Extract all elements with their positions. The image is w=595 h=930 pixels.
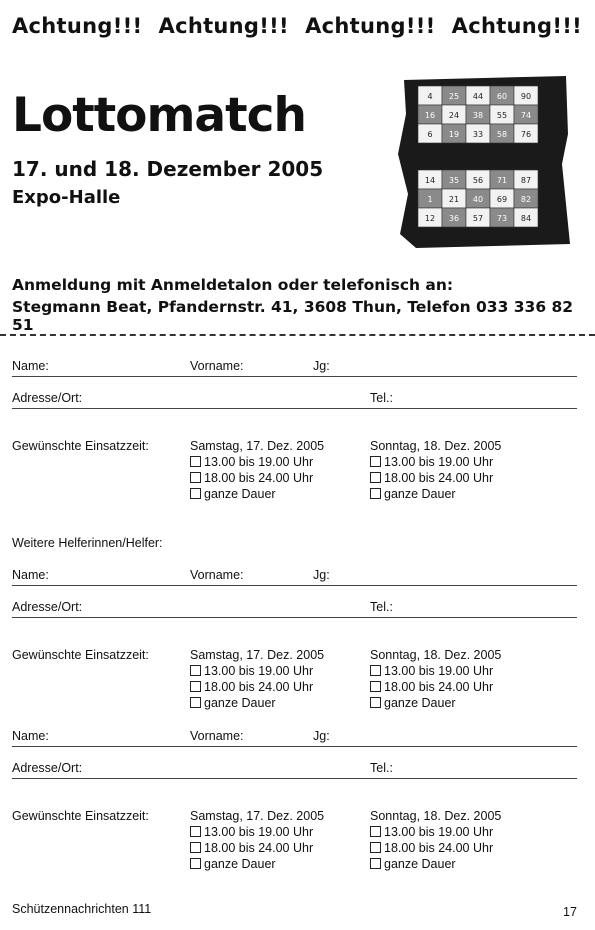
registration-contact: Stegmann Beat, Pfandernstr. 41, 3608 Thun, Telefon 033 336 82 51 bbox=[12, 298, 574, 334]
option-label: ganze Dauer bbox=[204, 857, 276, 871]
lotto-number: 69 bbox=[496, 195, 508, 204]
event-dates: 17. und 18. Dezember 2005 bbox=[12, 157, 324, 181]
lotto-number: 33 bbox=[472, 130, 484, 139]
einsatz-label: Gewünschte Einsatzzeit: bbox=[12, 439, 149, 453]
option-label: 18.00 bis 24.00 Uhr bbox=[384, 841, 494, 855]
checkbox[interactable] bbox=[190, 472, 201, 483]
lotto-number: 24 bbox=[448, 111, 460, 120]
lotto-number: 57 bbox=[472, 214, 484, 223]
time-option[interactable] bbox=[370, 841, 493, 855]
option-label: 18.00 bis 24.00 Uhr bbox=[204, 841, 314, 855]
lotto-card-image bbox=[396, 74, 571, 250]
checkbox[interactable] bbox=[190, 665, 201, 676]
option-label: 13.00 bis 19.00 Uhr bbox=[384, 825, 494, 839]
option-label: 13.00 bis 19.00 Uhr bbox=[384, 664, 494, 678]
footer-publication: Schützennachrichten 111 bbox=[12, 902, 152, 916]
sunday-label: Sonntag, 18. Dez. 2005 bbox=[370, 648, 502, 662]
lotto-number: 19 bbox=[448, 130, 460, 139]
saturday-label: Samstag, 17. Dez. 2005 bbox=[190, 648, 325, 662]
vorname-label: Vorname: bbox=[190, 359, 244, 373]
time-option[interactable] bbox=[190, 455, 313, 469]
time-option[interactable] bbox=[190, 471, 313, 485]
banner bbox=[12, 14, 582, 38]
time-option[interactable] bbox=[370, 696, 456, 710]
lotto-number: 87 bbox=[520, 176, 532, 185]
lotto-number: 38 bbox=[472, 111, 484, 120]
form-line bbox=[12, 778, 577, 779]
option-label: 13.00 bis 19.00 Uhr bbox=[204, 455, 314, 469]
lotto-number: 74 bbox=[520, 111, 532, 120]
option-label: 13.00 bis 19.00 Uhr bbox=[204, 664, 314, 678]
name-label: Name: bbox=[12, 729, 49, 743]
form-line bbox=[12, 408, 577, 409]
lotto-number: 25 bbox=[448, 92, 460, 101]
option-label: ganze Dauer bbox=[204, 487, 276, 501]
lotto-number: 16 bbox=[424, 111, 436, 120]
lotto-number: 84 bbox=[520, 214, 532, 223]
option-label: ganze Dauer bbox=[384, 696, 456, 710]
checkbox[interactable] bbox=[190, 488, 201, 499]
einsatz-label: Gewünschte Einsatzzeit: bbox=[12, 809, 149, 823]
checkbox[interactable] bbox=[190, 697, 201, 708]
page-title: Lottomatch bbox=[12, 88, 306, 143]
lotto-number: 60 bbox=[496, 92, 508, 101]
banner-word: Achtung!!! bbox=[12, 14, 143, 38]
lotto-number: 90 bbox=[520, 92, 532, 101]
name-label: Name: bbox=[12, 359, 49, 373]
time-option[interactable] bbox=[370, 455, 493, 469]
banner-word: Achtung!!! bbox=[158, 14, 289, 38]
time-option[interactable] bbox=[370, 664, 493, 678]
time-option[interactable] bbox=[190, 664, 313, 678]
lotto-number: 73 bbox=[496, 214, 508, 223]
banner-word: Achtung!!! bbox=[305, 14, 436, 38]
address-label: Adresse/Ort: bbox=[12, 761, 83, 775]
lotto-number: 58 bbox=[496, 130, 508, 139]
lotto-number: 56 bbox=[472, 176, 484, 185]
saturday-label: Samstag, 17. Dez. 2005 bbox=[190, 809, 325, 823]
checkbox[interactable] bbox=[370, 472, 381, 483]
time-option[interactable] bbox=[370, 680, 493, 694]
option-label: ganze Dauer bbox=[384, 487, 456, 501]
tel-label: Tel.: bbox=[370, 761, 393, 775]
lotto-number: 71 bbox=[496, 176, 508, 185]
time-option[interactable] bbox=[190, 696, 276, 710]
form-line bbox=[12, 376, 577, 377]
time-option[interactable] bbox=[370, 487, 456, 501]
checkbox[interactable] bbox=[370, 488, 381, 499]
checkbox[interactable] bbox=[190, 681, 201, 692]
option-label: 13.00 bis 19.00 Uhr bbox=[384, 455, 494, 469]
lotto-number: 82 bbox=[520, 195, 532, 204]
time-option[interactable] bbox=[190, 857, 276, 871]
jg-label: Jg: bbox=[313, 568, 330, 582]
lotto-number: 35 bbox=[448, 176, 460, 185]
address-label: Adresse/Ort: bbox=[12, 391, 83, 405]
form-line bbox=[12, 617, 577, 618]
lotto-number: 40 bbox=[472, 195, 484, 204]
form-line bbox=[12, 746, 577, 747]
sunday-label: Sonntag, 18. Dez. 2005 bbox=[370, 809, 502, 823]
lotto-number: 14 bbox=[424, 176, 436, 185]
time-option[interactable] bbox=[190, 680, 313, 694]
event-venue: Expo-Halle bbox=[12, 187, 121, 208]
checkbox[interactable] bbox=[370, 456, 381, 467]
saturday-label: Samstag, 17. Dez. 2005 bbox=[190, 439, 325, 453]
sunday-label: Sonntag, 18. Dez. 2005 bbox=[370, 439, 502, 453]
helpers-label: Weitere Helferinnen/Helfer: bbox=[12, 536, 163, 550]
einsatz-label: Gewünschte Einsatzzeit: bbox=[12, 648, 149, 662]
option-label: ganze Dauer bbox=[204, 696, 276, 710]
checkbox[interactable] bbox=[370, 665, 381, 676]
checkbox[interactable] bbox=[370, 681, 381, 692]
lotto-number: 12 bbox=[424, 214, 436, 223]
tel-label: Tel.: bbox=[370, 391, 393, 405]
option-label: 18.00 bis 24.00 Uhr bbox=[204, 471, 314, 485]
time-option[interactable] bbox=[370, 471, 493, 485]
lotto-number: 44 bbox=[472, 92, 484, 101]
checkbox[interactable] bbox=[190, 456, 201, 467]
checkbox[interactable] bbox=[190, 842, 201, 853]
checkbox[interactable] bbox=[370, 858, 381, 869]
lotto-number: 6 bbox=[427, 130, 433, 139]
option-label: ganze Dauer bbox=[384, 857, 456, 871]
time-option[interactable] bbox=[370, 857, 456, 871]
lotto-number: 36 bbox=[448, 214, 460, 223]
tel-label: Tel.: bbox=[370, 600, 393, 614]
time-option[interactable] bbox=[190, 841, 313, 855]
registration-line: Anmeldung mit Anmeldetalon oder telefonisch an: bbox=[12, 276, 454, 294]
time-option[interactable] bbox=[190, 825, 313, 839]
lotto-number: 1 bbox=[427, 195, 433, 204]
vorname-label: Vorname: bbox=[190, 729, 244, 743]
lotto-number: 55 bbox=[496, 111, 508, 120]
checkbox[interactable] bbox=[190, 826, 201, 837]
page-number: 17 bbox=[563, 905, 577, 919]
checkbox[interactable] bbox=[370, 826, 381, 837]
lotto-number: 21 bbox=[448, 195, 460, 204]
jg-label: Jg: bbox=[313, 729, 330, 743]
jg-label: Jg: bbox=[313, 359, 330, 373]
lotto-number: 76 bbox=[520, 130, 532, 139]
form-line bbox=[12, 585, 577, 586]
time-option[interactable] bbox=[370, 825, 493, 839]
option-label: 18.00 bis 24.00 Uhr bbox=[384, 471, 494, 485]
cut-line bbox=[0, 334, 595, 336]
address-label: Adresse/Ort: bbox=[12, 600, 83, 614]
checkbox[interactable] bbox=[190, 858, 201, 869]
time-option[interactable] bbox=[190, 487, 276, 501]
option-label: 18.00 bis 24.00 Uhr bbox=[204, 680, 314, 694]
lotto-number: 4 bbox=[427, 92, 433, 101]
banner-word: Achtung!!! bbox=[451, 14, 582, 38]
option-label: 13.00 bis 19.00 Uhr bbox=[204, 825, 314, 839]
checkbox[interactable] bbox=[370, 842, 381, 853]
vorname-label: Vorname: bbox=[190, 568, 244, 582]
name-label: Name: bbox=[12, 568, 49, 582]
option-label: 18.00 bis 24.00 Uhr bbox=[384, 680, 494, 694]
checkbox[interactable] bbox=[370, 697, 381, 708]
